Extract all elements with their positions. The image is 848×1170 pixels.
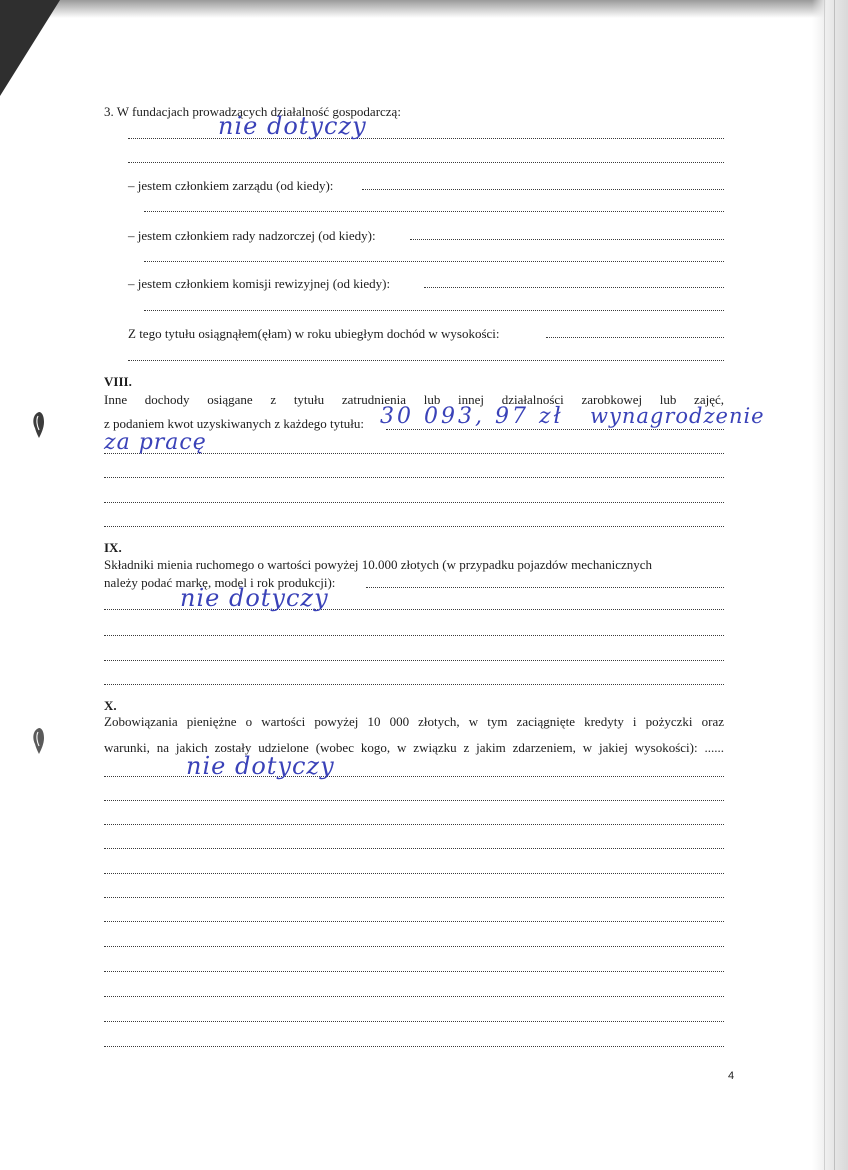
section-viii-text: Inne dochody osiągane z tytułu zatrudnienia lub innej działalności zarobkowej lub zajęć, <box>104 392 724 407</box>
answer-line <box>104 502 724 503</box>
section-ix-number: IX. <box>104 540 122 555</box>
answer-line <box>144 211 724 212</box>
answer-line <box>104 800 724 801</box>
scan-corner-shadow <box>0 0 60 96</box>
answer-line <box>104 635 724 636</box>
punch-hole-icon <box>30 726 48 756</box>
handwritten-answer-type: wynagrodzenie <box>590 404 765 428</box>
answer-line <box>104 848 724 849</box>
answer-line <box>104 873 724 874</box>
answer-line <box>362 189 724 190</box>
handwritten-answer: nie dotyczy <box>180 584 329 612</box>
answer-line <box>128 360 724 361</box>
section-x-number: X. <box>104 698 117 713</box>
section-viii-text2: z podaniem kwot uzyskiwanych z każdego tytułu: <box>104 416 364 431</box>
komisja-label: – jestem członkiem komisji rewizyjnej (od kiedy): <box>128 276 391 291</box>
answer-line <box>104 897 724 898</box>
answer-line <box>128 162 724 163</box>
answer-line <box>144 310 724 311</box>
dochod-label: Z tego tytułu osiągnąłem(ęłam) w roku ubiegłym dochód w wysokości: <box>128 326 500 341</box>
answer-line <box>104 684 724 685</box>
section-x-text: Zobowiązania pieniężne o wartości powyżej 10 000 złotych, w tym zaciągnięte kredyty i pożyczki oraz <box>104 714 724 729</box>
answer-line <box>104 660 724 661</box>
answer-line <box>104 946 724 947</box>
punch-hole-icon <box>30 410 48 440</box>
answer-line <box>424 287 724 288</box>
zarzad-label: – jestem członkiem zarządu (od kiedy): <box>128 178 334 193</box>
answer-line <box>104 477 724 478</box>
answer-line <box>546 337 724 338</box>
page-number: 4 <box>728 1070 735 1082</box>
answer-line <box>104 526 724 527</box>
answer-line <box>104 921 724 922</box>
section-ix-text2: należy podać markę, model i rok produkcji): <box>104 575 336 590</box>
answer-line <box>104 1021 724 1022</box>
section-ix-text: Składniki mienia ruchomego o wartości powyżej 10.000 złotych (w przypadku pojazdów mechanicznych <box>104 557 653 572</box>
item3-label: 3. W fundacjach prowadzących działalność gospodarczą: <box>104 104 401 119</box>
handwritten-answer-line2: za pracę <box>104 430 207 455</box>
answer-line <box>410 239 724 240</box>
answer-line <box>104 824 724 825</box>
rada-label: – jestem członkiem rady nadzorczej (od kiedy): <box>128 228 376 243</box>
answer-line <box>386 429 724 430</box>
answer-line <box>366 587 724 588</box>
section-viii-number: VIII. <box>104 374 132 389</box>
answer-line <box>144 261 724 262</box>
answer-line <box>104 996 724 997</box>
scan-shadow <box>0 0 848 18</box>
section-x-text2: warunki, na jakich zostały udzielone (wobec kogo, w związku z jakim zdarzeniem, w jakiej wysokości): ...... <box>104 740 724 755</box>
answer-line <box>104 971 724 972</box>
handwritten-answer: nie dotyczy <box>186 752 335 780</box>
scan-page-edges <box>812 0 848 1170</box>
answer-line <box>104 1046 724 1047</box>
handwritten-answer: nie dotyczy <box>218 112 367 140</box>
handwritten-amount: 30 093, 97 zł <box>380 404 564 429</box>
